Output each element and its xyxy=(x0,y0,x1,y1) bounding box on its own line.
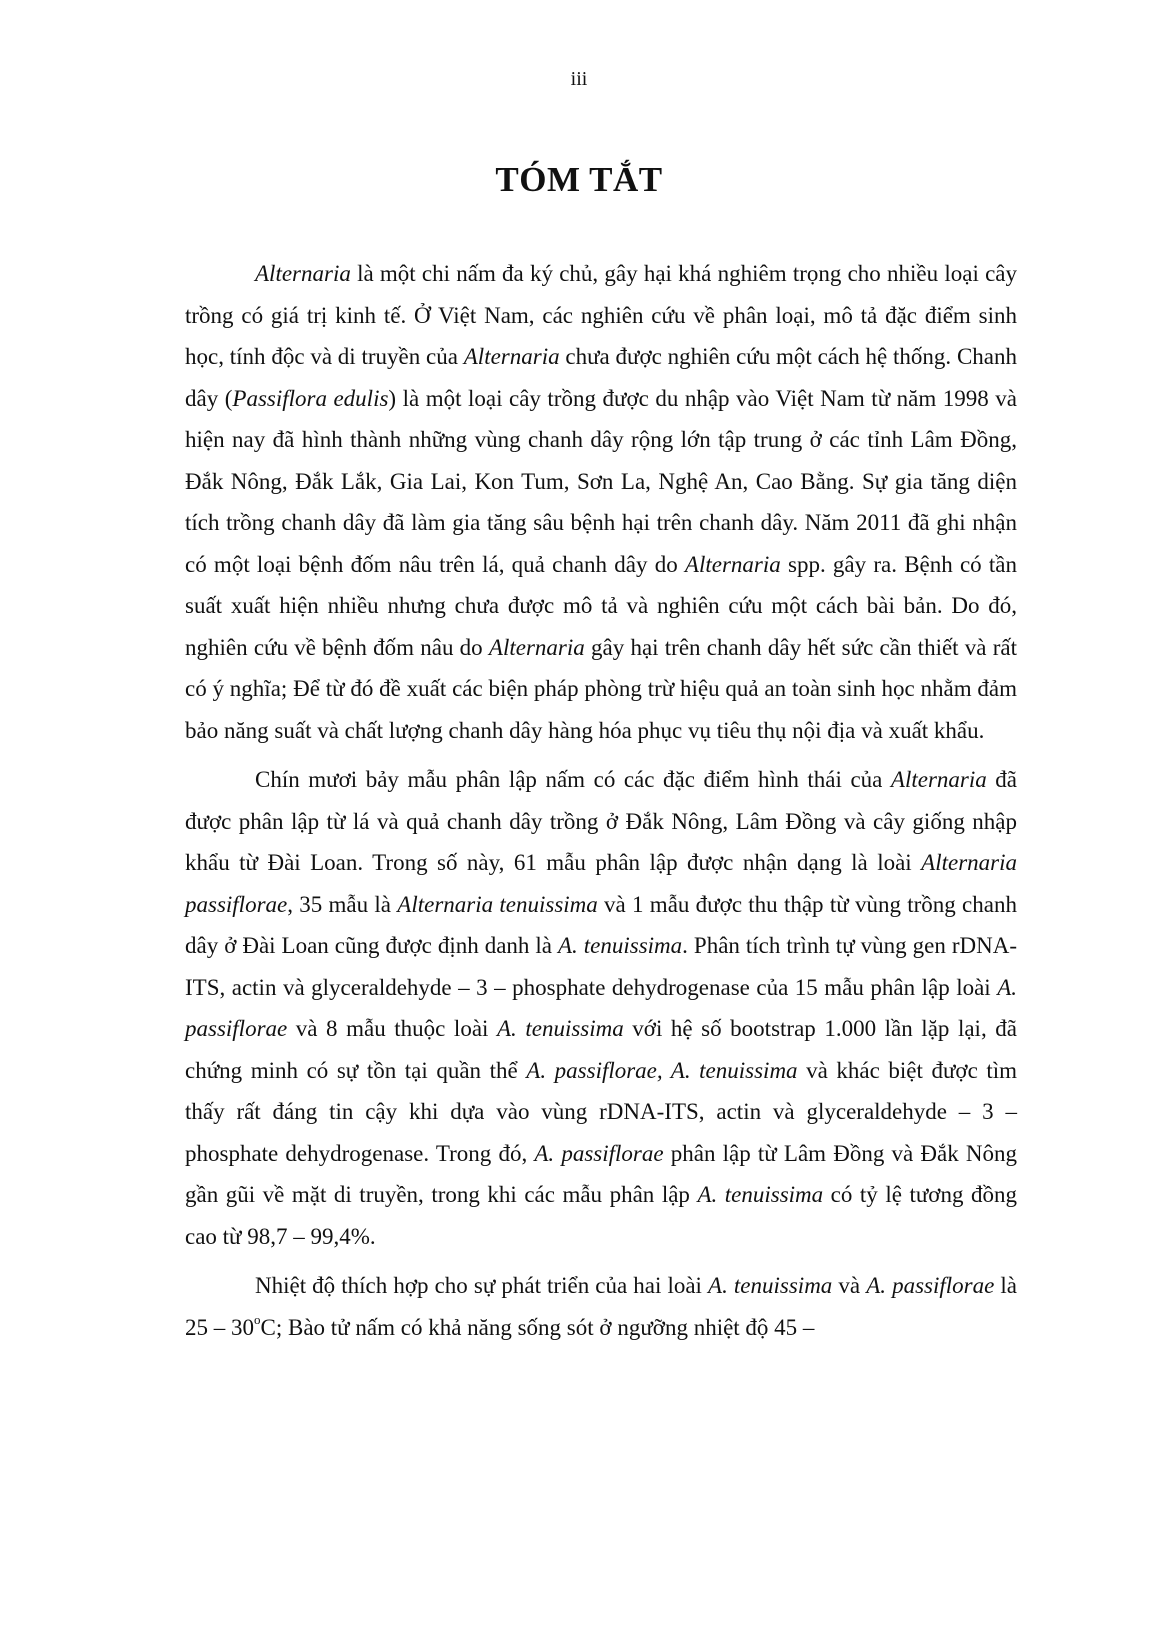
text-run: và 1 mẫu được thu thập từ vùng trồng chanh dây ở Đài Loan cũng được định danh là xyxy=(185,891,1017,958)
text-run: Chín mươi bảy mẫu phân lập nấm có các đặc điểm hình thái của xyxy=(255,767,891,792)
italic-term: Alternaria xyxy=(890,767,987,792)
text-run: spp. gây ra. Bệnh có tần suất xuất hiện nhiều nhưng chưa được mô tả và nghiên cứu một cách bài bản. Do đó, nghiên cứu về bệnh đốm nâu do xyxy=(185,551,1017,660)
text-run: C; Bào tử nấm có khả năng sống sót ở ngưỡng nhiệt độ 45 – xyxy=(260,1314,815,1340)
page-title: TÓM TẮT xyxy=(495,160,663,199)
italic-term: Alternaria xyxy=(463,344,560,369)
italic-term: A. passiflorae, A. tenuissima xyxy=(526,1057,798,1083)
text-run: và xyxy=(832,1273,867,1298)
italic-term: A. tenuissima xyxy=(496,1016,624,1041)
italic-term: A. tenuissima xyxy=(708,1273,833,1298)
italic-term: A. passiflorae xyxy=(185,974,1017,1041)
italic-term: A. passiflorae xyxy=(866,1273,995,1298)
italic-term: Alternaria tenuissima xyxy=(397,891,598,917)
italic-term: Alternaria passiflorae xyxy=(185,850,1017,917)
text-run: chưa được nghiên cứu một cách hệ thống. Chanh dây ( xyxy=(185,344,1017,411)
paragraph xyxy=(185,253,1017,751)
italic-term: Alternaria xyxy=(488,634,585,660)
abstract-body xyxy=(185,253,1017,1356)
italic-term: Alternaria xyxy=(255,261,351,286)
text-run: với hệ số bootstrap 1.000 lần lặp lại, đã chứng minh có sự tồn tại quần thể xyxy=(185,1016,1017,1083)
text-run: và khác biệt được tìm thấy rất đáng tin cậy khi dựa vào vùng rDNA-ITS, actin và glyceraldehyde – 3 – phosphate dehydrogenase. Trong đó, xyxy=(185,1057,1018,1166)
italic-term: A. tenuissima xyxy=(697,1182,824,1207)
text-run: gây hại trên chanh dây hết sức cần thiết và rất có ý nghĩa; Để từ đó đề xuất các biện pháp phòng trừ hiệu quả an toàn sinh học nhằm đảm bảo năng suất và chất lượng chanh dây hàng hóa phục vụ tiêu thụ nội địa và xuất khẩu. xyxy=(185,634,1017,743)
text-run: ) là một loại cây trồng được du nhập vào Việt Nam từ năm 1998 và hiện nay đã hình thành những vùng chanh dây rộng lớn tập trung ở các tỉnh Lâm Đồng, Đắk Nông, Đắk Lắk, Gia Lai, Kon Tum, Sơn La, Nghệ An, Cao Bằng. Sự gia tăng diện tích trồng chanh dây đã làm gia tăng sâu bệnh hại trên chanh dây. Năm 2011 đã ghi nhận có một loại bệnh đốm nâu trên lá, quả chanh dây do xyxy=(185,385,1018,577)
text-run: , 35 mẫu là xyxy=(287,891,398,917)
text-run: là 25 – 30 xyxy=(185,1273,1017,1340)
text-run: Nhiệt độ thích hợp cho sự phát triển của hai loài xyxy=(255,1273,709,1298)
text-run: là một chi nấm đa ký chủ, gây hại khá nghiêm trọng cho nhiều loại cây trồng có giá trị kinh tế. Ở Việt Nam, các nghiên cứu về phân loại, mô tả đặc điểm sinh học, tính độc và di truyền của xyxy=(185,261,1017,369)
italic-term: A. tenuissima xyxy=(557,933,683,958)
superscript: o xyxy=(254,1311,261,1327)
text-run: . Phân tích trình tự vùng gen rDNA-ITS, actin và glyceraldehyde – 3 – phosphate dehydrogenase của 15 mẫu phân lập loài xyxy=(185,933,1017,1000)
paragraph xyxy=(185,759,1017,1257)
paragraph xyxy=(185,1265,1017,1348)
italic-term: A. passiflorae xyxy=(534,1140,664,1166)
italic-term: Passiflora edulis xyxy=(232,385,389,411)
text-run: và 8 mẫu thuộc loài xyxy=(287,1016,497,1041)
text-run: phân lập từ Lâm Đồng và Đắk Nông gần gũi về mặt di truyền, trong khi các mẫu phân lập xyxy=(185,1140,1018,1207)
page-number: iii xyxy=(570,68,588,90)
text-run: đã được phân lập từ lá và quả chanh dây trồng ở Đắk Nông, Lâm Đồng và cây giống nhập khẩu từ Đài Loan. Trong số này, 61 mẫu phân lập được nhận dạng là loài xyxy=(185,767,1017,875)
italic-term: Alternaria xyxy=(684,551,781,577)
text-run: có tỷ lệ tương đồng cao từ 98,7 – 99,4%. xyxy=(185,1182,1017,1249)
